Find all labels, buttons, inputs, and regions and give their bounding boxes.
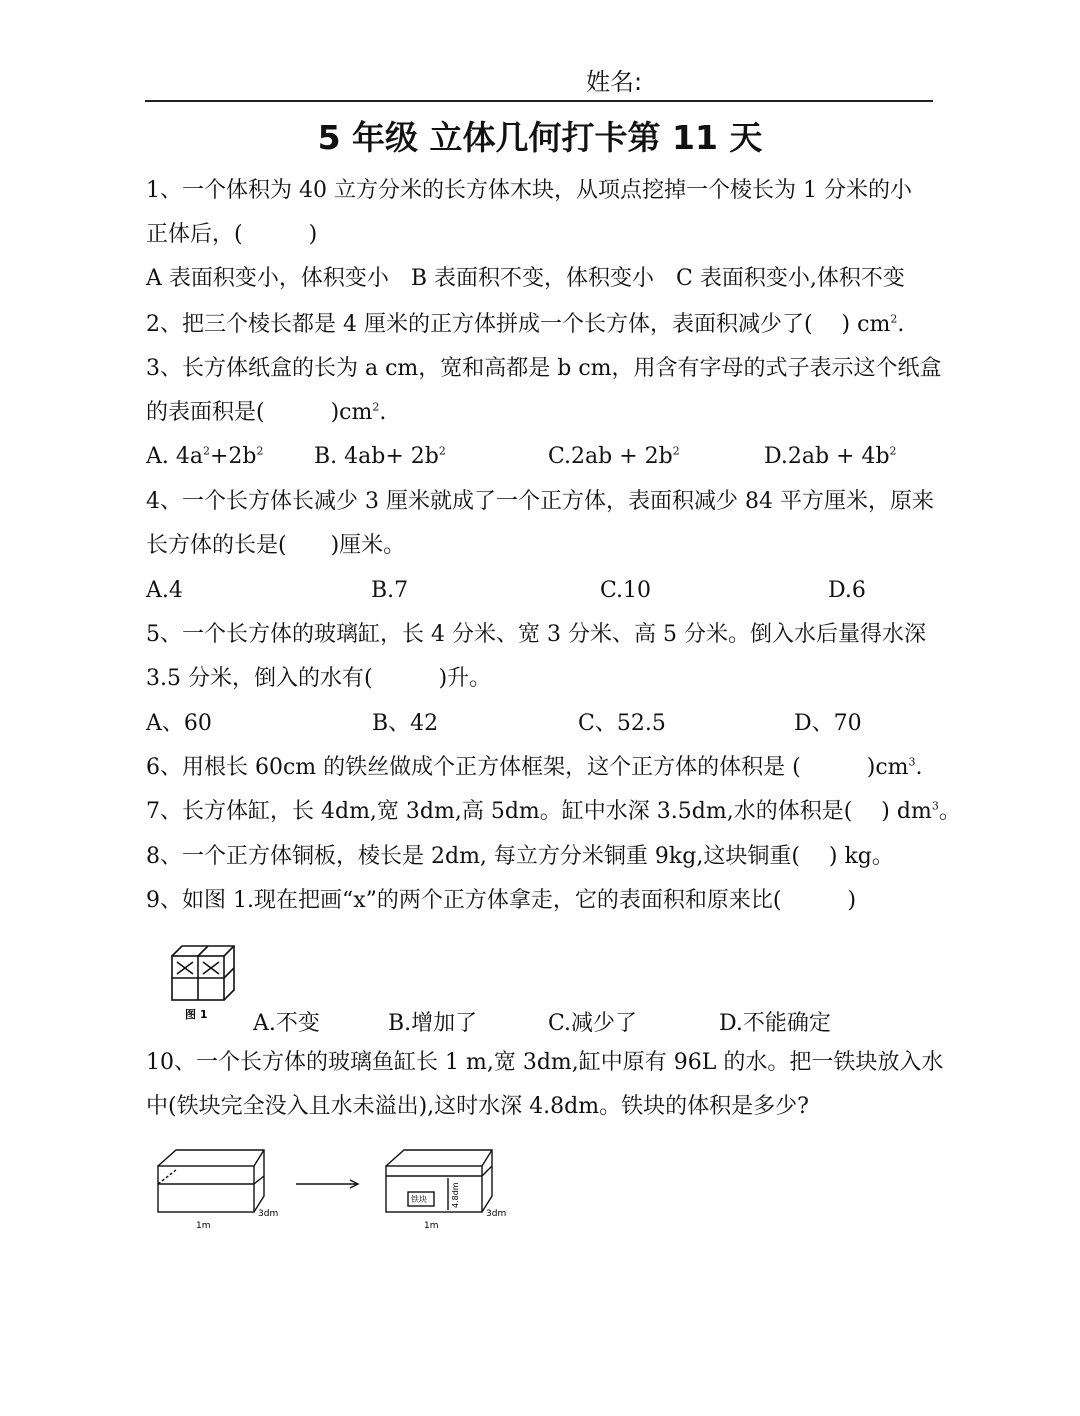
tank-diagram xyxy=(150,1140,530,1235)
q1-line2: 正体后，( ) xyxy=(146,222,318,247)
q5-line2: 3.5 分米，倒入的水有( )升。 xyxy=(146,666,492,691)
q4-option-b: B.7 xyxy=(371,578,409,603)
q4-option-c: C.10 xyxy=(600,578,652,603)
q5-option-c: C、52.5 xyxy=(578,711,666,736)
q3-option-d: $D.2ab + 4b^2$ xyxy=(764,444,897,469)
page-title: 5 年级 立体几何打卡第 11 天 xyxy=(317,118,763,157)
figure-1-label: 图 1 xyxy=(185,1008,208,1021)
q6-text: 6、用根长 60cm 的铁丝做成个正方体框架，这个正方体的体积是 ( )$cm^3$. xyxy=(146,755,923,780)
header-rule xyxy=(145,100,933,102)
q9-option-b: B.增加了 xyxy=(388,1011,478,1036)
name-label: 姓名: xyxy=(586,68,643,96)
q7-text: 7、长方体缸，长 4dm,宽 3dm,高 5dm。缸中水深 3.5dm,水的体积是( ) $dm^3$。 xyxy=(146,799,961,824)
q9-option-d: D.不能确定 xyxy=(719,1011,831,1036)
q3-option-a: A. $4a^2+2b^2$ xyxy=(146,444,264,469)
q10-line1: 10、一个长方体的玻璃鱼缸长 1 m,宽 3dm,缸中原有 96L 的水。把一铁块放入水 xyxy=(146,1050,944,1075)
q9-option-a: A.不变 xyxy=(253,1011,320,1036)
q10-line2: 中(铁块完全没入且水未溢出),这时水深 4.8dm。铁块的体积是多少? xyxy=(146,1094,809,1119)
q5-line1: 5、一个长方体的玻璃缸，长 4 分米、宽 3 分米、高 5 分米。倒入水后量得水深 xyxy=(146,622,926,647)
q3-option-c: $C.2ab + 2b^2$ xyxy=(548,444,680,469)
q4-line2: 长方体的长是( )厘米。 xyxy=(146,533,406,558)
left-tank-width-label: 3dm xyxy=(258,1209,279,1219)
left-tank-length-label: 1m xyxy=(196,1221,211,1231)
right-tank-length-label: 1m xyxy=(424,1221,439,1231)
q5-option-b: B、42 xyxy=(372,711,439,736)
water-depth-label: 4.8dm xyxy=(451,1182,460,1208)
q4-line1: 4、一个长方体长减少 3 厘米就成了一个正方体，表面积减少 84 平方厘米，原来 xyxy=(146,489,934,514)
q1-options: A 表面积变小，体积变小 B 表面积不变，体积变小 C 表面积变小,体积不变 xyxy=(146,266,905,291)
figure-1-cubes xyxy=(160,938,250,1024)
q2-text: 2、把三个棱长都是 4 厘米的正方体拼成一个长方体，表面积减少了( ) $cm^2$. xyxy=(146,312,905,337)
q9-text: 9、如图 1.现在把画“x”的两个正方体拿走，它的表面积和原来比( ) xyxy=(146,888,857,913)
q9-option-c: C.减少了 xyxy=(548,1011,638,1036)
q3-line2: 的表面积是( )$cm^2$. xyxy=(146,400,387,425)
q5-option-d: D、70 xyxy=(794,711,862,736)
q3-option-b: B. $4ab+ 2b^2$ xyxy=(314,444,446,469)
q4-option-d: D.6 xyxy=(828,578,866,603)
iron-block-label: 铁块 xyxy=(411,1195,427,1204)
right-tank-width-label: 3dm xyxy=(486,1209,507,1219)
q8-text: 8、一个正方体铜板，棱长是 2dm, 每立方分米铜重 9kg,这块铜重( ) kg。 xyxy=(146,844,894,869)
q1-line1: 1、一个体积为 40 立方分米的长方体木块，从项点挖掉一个棱长为 1 分米的小 xyxy=(146,178,912,203)
q4-option-a: A.4 xyxy=(146,578,183,603)
q3-line1: 3、长方体纸盒的长为 a cm，宽和高都是 b cm，用含有字母的式子表示这个纸盒 xyxy=(146,356,942,381)
q5-option-a: A、60 xyxy=(146,711,212,736)
